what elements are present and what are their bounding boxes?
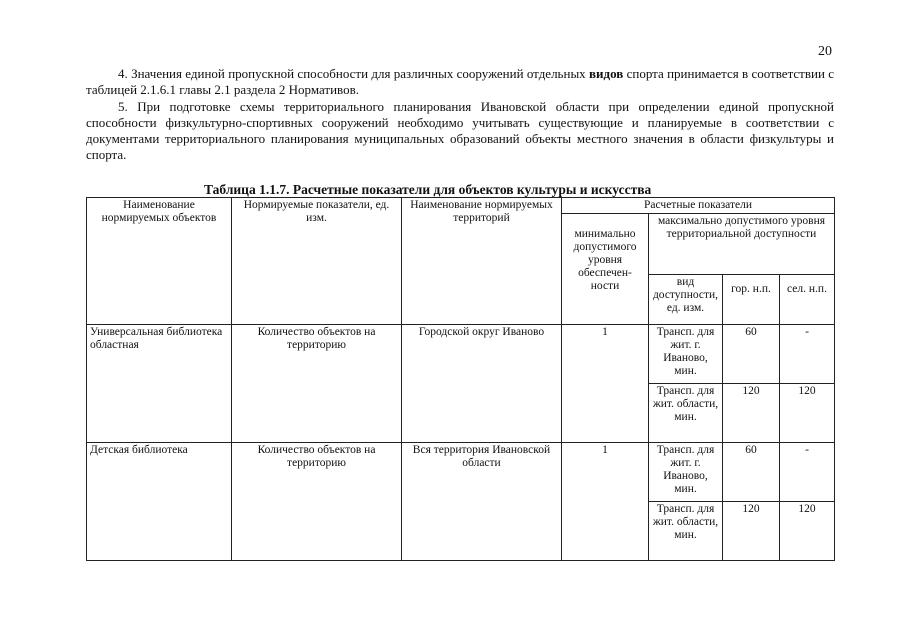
row-1-urban-city: 60 bbox=[723, 325, 780, 384]
header-calculated: Расчетные показатели bbox=[562, 198, 835, 214]
paragraph-4 bbox=[86, 66, 834, 98]
row-1-urban-region: 120 bbox=[723, 384, 780, 443]
header-urban: гор. н.п. bbox=[723, 275, 780, 325]
row-1-rural-region: 120 bbox=[780, 384, 835, 443]
header-max-level: максимально допустимого уровня территориальной доступности bbox=[649, 214, 835, 275]
paragraph-4-bold-word: видов bbox=[589, 66, 624, 81]
header-min-level: минимально допустимого уровня обеспечен-ности bbox=[562, 214, 649, 325]
header-objects: Наименование нормируемых объектов bbox=[87, 198, 232, 325]
paragraph-4-text-start: 4. Значения единой пропускной способности для различных сооружений отдельных bbox=[118, 66, 589, 81]
row-2-object: Детская библиотека bbox=[87, 443, 232, 561]
row-1-object: Универсальная библиотека областная bbox=[87, 325, 232, 443]
row-2-rural-region: 120 bbox=[780, 502, 835, 561]
row-1-min: 1 bbox=[562, 325, 649, 443]
row-2-access-region: Трансп. для жит. области, мин. bbox=[649, 502, 723, 561]
header-territories: Наименование нормируемых территорий bbox=[402, 198, 562, 325]
paragraph-5-text: 5. При подготовке схемы территориального планирования Ивановской области при определении единой пропускной способности физкультурно-спортивных сооружений необходимо учитывать существующие и планируемые в соответствии с документами территориального планирования муниципальных образований объекты местного значения в области физкультуры и спорта. bbox=[86, 99, 834, 162]
row-1-rural-city: - bbox=[780, 325, 835, 384]
row-2-indicator: Количество объектов на территорию bbox=[232, 443, 402, 561]
row-1-access-region: Трансп. для жит. области, мин. bbox=[649, 384, 723, 443]
table-title: Таблица 1.1.7. Расчетные показатели для объектов культуры и искусства bbox=[204, 182, 652, 197]
row-2-urban-region: 120 bbox=[723, 502, 780, 561]
row-1-territory: Городской округ Иваново bbox=[402, 325, 562, 443]
row-2-rural-city: - bbox=[780, 443, 835, 502]
header-rural: сел. н.п. bbox=[780, 275, 835, 325]
row-2-urban-city: 60 bbox=[723, 443, 780, 502]
header-indicators: Нормируемые показатели, ед. изм. bbox=[232, 198, 402, 325]
row-2-territory: Вся территория Ивановской области bbox=[402, 443, 562, 561]
paragraph-4-text-end: спорта принимается в соответствии с таблицей 2.1.6.1 главы 2.1 раздела 2 Нормативов. bbox=[86, 66, 834, 97]
row-1-indicator: Количество объектов на территорию bbox=[232, 325, 402, 443]
row-2-min: 1 bbox=[562, 443, 649, 561]
row-2-access-city: Трансп. для жит. г. Иваново, мин. bbox=[649, 443, 723, 502]
page-number: 20 bbox=[818, 44, 832, 59]
norms-table bbox=[86, 197, 835, 561]
row-1-access-city: Трансп. для жит. г. Иваново, мин. bbox=[649, 325, 723, 384]
header-access-type: вид доступности, ед. изм. bbox=[649, 275, 723, 325]
paragraph-5 bbox=[86, 99, 834, 163]
